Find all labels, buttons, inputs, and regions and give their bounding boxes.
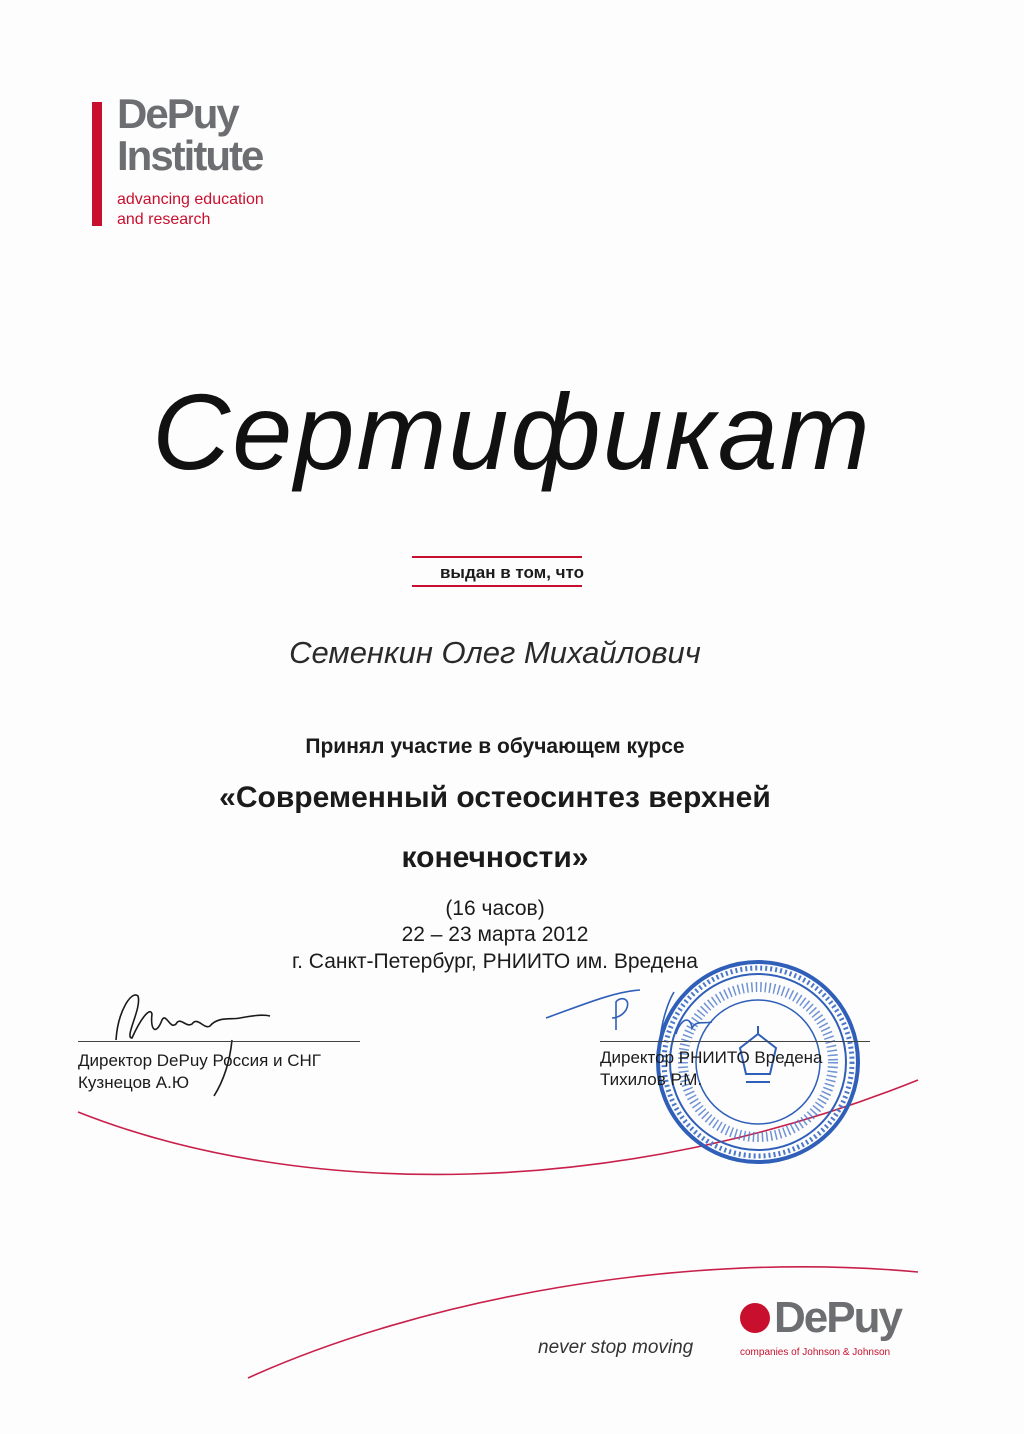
footer-brand: DePuy [774, 1293, 901, 1342]
course-dates: 22 – 23 марта 2012 [401, 923, 589, 946]
logo-brand-line1: DePuy [117, 90, 238, 137]
participation-text: Принял участие в обучающем курсе [305, 735, 685, 758]
signature-line-right [600, 1041, 870, 1042]
right-signer-title: Директор РНИИТО Вредена [600, 1048, 823, 1067]
right-signer-name: Тихилов Р.М. [600, 1070, 703, 1089]
course-place: г. Санкт-Петербург, РНИИТО им. Вредена [292, 950, 698, 973]
issued-label: выдан в том, что [439, 563, 585, 582]
logo-tagline-line2: and research [117, 211, 211, 228]
recipient-name: Семенкин Олег Михайлович [289, 635, 701, 670]
footer-slogan: never stop moving [538, 1337, 694, 1358]
logo-tagline-line1: advancing education [117, 191, 264, 208]
footer-companies: companies of Johnson & Johnson [740, 1347, 891, 1358]
course-hours: (16 часов) [445, 897, 545, 920]
left-signer-title: Директор DePuy Россия и СНГ [78, 1051, 321, 1070]
footer-logo-dot-icon [740, 1303, 770, 1333]
certificate-title: Сертификат [152, 371, 872, 492]
left-signer-name: Кузнецов А.Ю [78, 1073, 190, 1092]
logo-brand-line2: Institute [117, 132, 263, 179]
course-title-line1: «Современный остеосинтез верхней [219, 781, 771, 814]
signature-right-icon [546, 990, 712, 1040]
signature-line-left [78, 1041, 360, 1042]
course-title-line2: конечности» [401, 841, 589, 874]
